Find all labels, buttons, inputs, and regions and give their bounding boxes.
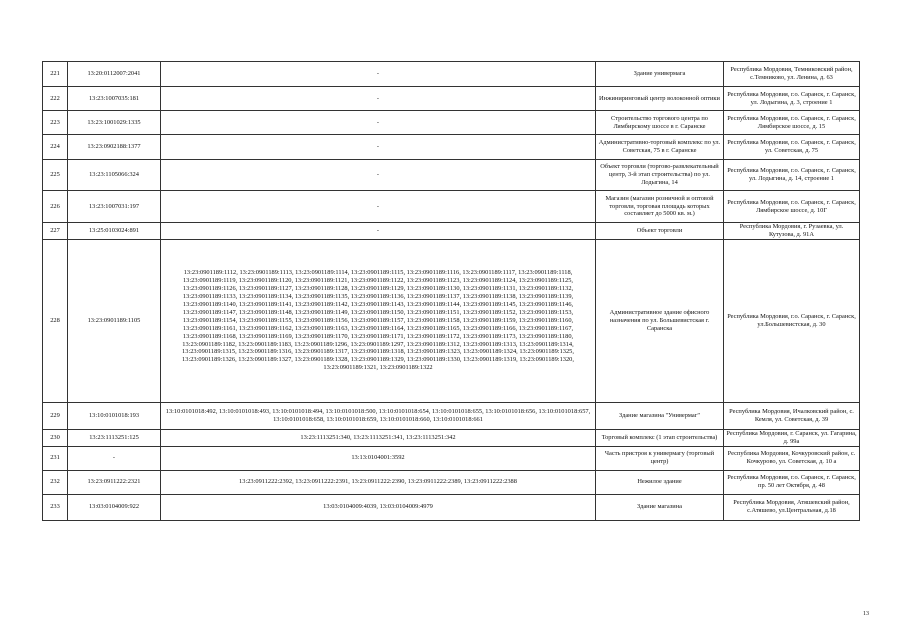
object-name-cell: Административно-торговый комплекс по ул. Советская, 75 в г. Саранске [596,135,724,160]
table-row [43,135,860,160]
table-row [43,160,860,191]
table-row [43,470,860,494]
premises-numbers-cell: - [161,135,596,160]
address-cell: Республика Мордовия, Ичалковский район, с. Кемля, ул. Советская, д. 39 [724,402,860,429]
premises-numbers-cell: - [161,191,596,223]
object-name-cell: Объект торговли [596,223,724,240]
row-number-cell: 225 [43,160,68,191]
table-row [43,429,860,446]
row-number-cell: 229 [43,402,68,429]
object-name-cell: Строительство торгового центра по Лямбирскому шоссе в г. Саранске [596,111,724,135]
premises-numbers-cell: - [161,62,596,87]
page-number: 13 [863,611,869,617]
address-cell: Республика Мордовия, г.о. Саранск, г. Саранск, ул. Советская, д. 75 [724,135,860,160]
object-name-cell: Административное здание офисного назначения по ул. Большевистская г. Саранска [596,239,724,402]
address-cell: Республика Мордовия, г. Саранск, ул. Гагарина, д. 99а [724,429,860,446]
cadastral-number-cell: 13:20:0112007:2041 [68,62,161,87]
table-body [43,62,860,521]
address-cell: Республика Мордовия, Кочкуровский район, с. Кочкурово, ул. Советская, д. 10 а [724,446,860,470]
address-cell: Республика Мордовия, г.о. Саранск, г. Саранск, Лямбирское шоссе, д. 15 [724,111,860,135]
table-row [43,191,860,223]
object-name-cell: Магазин (магазин розничной и оптовой торговли, торговая площадь которых составляет до 5000 кв. м.) [596,191,724,223]
premises-numbers-cell: - [161,111,596,135]
address-cell: Республика Мордовия, г.о. Саранск, г. Саранск, пр. 50 лет Октября, д. 48 [724,470,860,494]
cadastral-number-cell: 13:23:1001029:1335 [68,111,161,135]
address-cell: Республика Мордовия, г.о. Саранск, г. Саранск, ул.Большевистская, д. 30 [724,239,860,402]
table-row [43,446,860,470]
premises-numbers-cell: 13:23:1113251:340, 13:23:1113251:341, 13:23:1113251:342 [161,429,596,446]
address-cell: Республика Мордовия, г. Рузаевка, ул. Кутузова, д. 91А [724,223,860,240]
address-cell: Республика Мордовия, Темниковский район, с.Темниково, ул. Ленина, д. 63 [724,62,860,87]
object-name-cell: Часть пристроя к универмагу (торговый центр) [596,446,724,470]
object-name-cell: Объект торговли (торгово-развлекательный центр, 3-й этап строительства) по ул. Лодыгина, 14 [596,160,724,191]
table-row [43,239,860,402]
row-number-cell: 231 [43,446,68,470]
row-number-cell: 228 [43,239,68,402]
object-name-cell: Здание магазина "Универмаг" [596,402,724,429]
address-cell: Республика Мордовия, Атяшевский район, с.Атяшево, ул.Центральная, д.18 [724,494,860,520]
row-number-cell: 232 [43,470,68,494]
table-row [43,494,860,520]
row-number-cell: 221 [43,62,68,87]
cadastral-number-cell: 13:10:0101018:193 [68,402,161,429]
table-row [43,87,860,111]
cadastral-number-cell: 13:23:0901189:1105 [68,239,161,402]
cadastral-number-cell: 13:23:1113251:125 [68,429,161,446]
cadastral-number-cell: 13:23:0902188:1377 [68,135,161,160]
premises-numbers-cell: - [161,223,596,240]
row-number-cell: 226 [43,191,68,223]
object-name-cell: Нежилое здание [596,470,724,494]
object-name-cell: Инжиниринговый центр волоконной оптики [596,87,724,111]
premises-numbers-cell: 13:23:0901189:1112, 13:23:0901189:1113, 13:23:0901189:1114, 13:23:0901189:1115, 13:23:0901189:1116, 13:23:0901189:1117, 13:23:0901189:1118, 13:23:0901189:1119, 13:23:0901189:1120, 13:23:0901189:1121, 13:23:0901189:1122, 13:23:0901189:1123, 13:23:0901189:1124, 13:23:0901189:1125, 13:23:0901189:1126, 13:23:0901189:1127, 13:23:0901189:1128, 13:23:0901189:1129, 13:23:0901189:1130, 13:23:0901189:1131, 13:23:0901189:1132, 13:23:0901189:1133, 13:23:0901189:1134, 13:23:0901189:1135, 13:23:0901189:1136, 13:23:0901189:1137, 13:23:0901189:1138, 13:23:0901189:1139, 13:23:0901189:1140, 13:23:0901189:1141, 13:23:0901189:1142, 13:23:0901189:1143, 13:23:0901189:1144, 13:23:0901189:1145, 13:23:0901189:1146, 13:23:0901189:1147, 13:23:0901189:1148, 13:23:0901189:1149, 13:23:0901189:1150, 13:23:0901189:1151, 13:23:0901189:1152, 13:23:0901189:1153, 13:23:0901189:1154, 13:23:0901189:1155, 13:23:0901189:1156, 13:23:0901189:1157, 13:23:0901189:1158, 13:23:0901189:1159, 13:23:0901189:1160, 13:23:0901189:1161, 13:23:0901189:1162, 13:23:0901189:1163, 13:23:0901189:1164, 13:23:0901189:1165, 13:23:0901189:1166, 13:23:0901189:1167, 13:23:0901189:1168, 13:23:0901189:1169, 13:23:0901189:1170, 13:23:0901189:1171, 13:23:0901189:1172, 13:23:0901189:1173, 13:23:0901189:1180, 13:23:0901189:1182, 13:23:0901189:1183, 13:23:0901189:1296, 13:23:0901189:1297, 13:23:0901189:1312, 13:23:0901189:1313, 13:23:0901189:1314, 13:23:0901189:1315, 13:23:0901189:1316, 13:23:0901189:1317, 13:23:0901189:1318, 13:23:0901189:1323, 13:23:0901189:1324, 13:23:0901189:1325, 13:23:0901189:1326, 13:23:0901189:1327, 13:23:0901189:1328, 13:23:0901189:1329, 13:23:0901189:1330, 13:23:0901189:1319, 13:23:0901189:1320, 13:23:0901189:1321, 13:23:0901189:1322 [161,239,596,402]
object-name-cell: Торговый комплекс (1 этап строительства) [596,429,724,446]
address-cell: Республика Мордовия, г.о. Саранск, г. Саранск, Лямбирское шоссе, д. 10Г [724,191,860,223]
premises-numbers-cell: 13:10:0101018:492, 13:10:0101018:493, 13:10:0101018:494, 13:10:0101018:500, 13:10:0101018:654, 13:10:0101018:655, 13:10:0101018:656, 13:10:0101018:657, 13:10:0101018:658, 13:10:0101018:659, 13:10:0101018:660, 13:10:0101018:661 [161,402,596,429]
cadastral-number-cell: 13:25:0103024:891 [68,223,161,240]
address-cell: Республика Мордовия, г.о. Саранск, г. Саранск, ул. Лодыгина, д. 14, строение 1 [724,160,860,191]
cadastral-number-cell: 13:23:1007031:197 [68,191,161,223]
property-table [42,61,860,521]
table-row [43,62,860,87]
cadastral-number-cell: 13:23:0911222:2321 [68,470,161,494]
table-row [43,223,860,240]
premises-numbers-cell: 13:03:0104009:4039, 13:03:0104009:4979 [161,494,596,520]
cadastral-number-cell: - [68,446,161,470]
address-cell: Республика Мордовия, г.о. Саранск, г. Саранск, ул. Лодыгина, д. 3, строение 1 [724,87,860,111]
cadastral-number-cell: 13:23:1105066:324 [68,160,161,191]
object-name-cell: Здание универмага [596,62,724,87]
row-number-cell: 230 [43,429,68,446]
premises-numbers-cell: - [161,160,596,191]
row-number-cell: 223 [43,111,68,135]
premises-numbers-cell: 13:13:0104001:3592 [161,446,596,470]
table-row [43,111,860,135]
cadastral-number-cell: 13:23:1007035:181 [68,87,161,111]
premises-numbers-cell: - [161,87,596,111]
row-number-cell: 224 [43,135,68,160]
row-number-cell: 227 [43,223,68,240]
cadastral-number-cell: 13:03:0104009:922 [68,494,161,520]
table-row [43,402,860,429]
row-number-cell: 222 [43,87,68,111]
object-name-cell: Здание магазина [596,494,724,520]
row-number-cell: 233 [43,494,68,520]
premises-numbers-cell: 13:23:0911222:2392, 13:23:0911222:2391, 13:23:0911222:2390, 13:23:0911222:2389, 13:23:0911222:2388 [161,470,596,494]
